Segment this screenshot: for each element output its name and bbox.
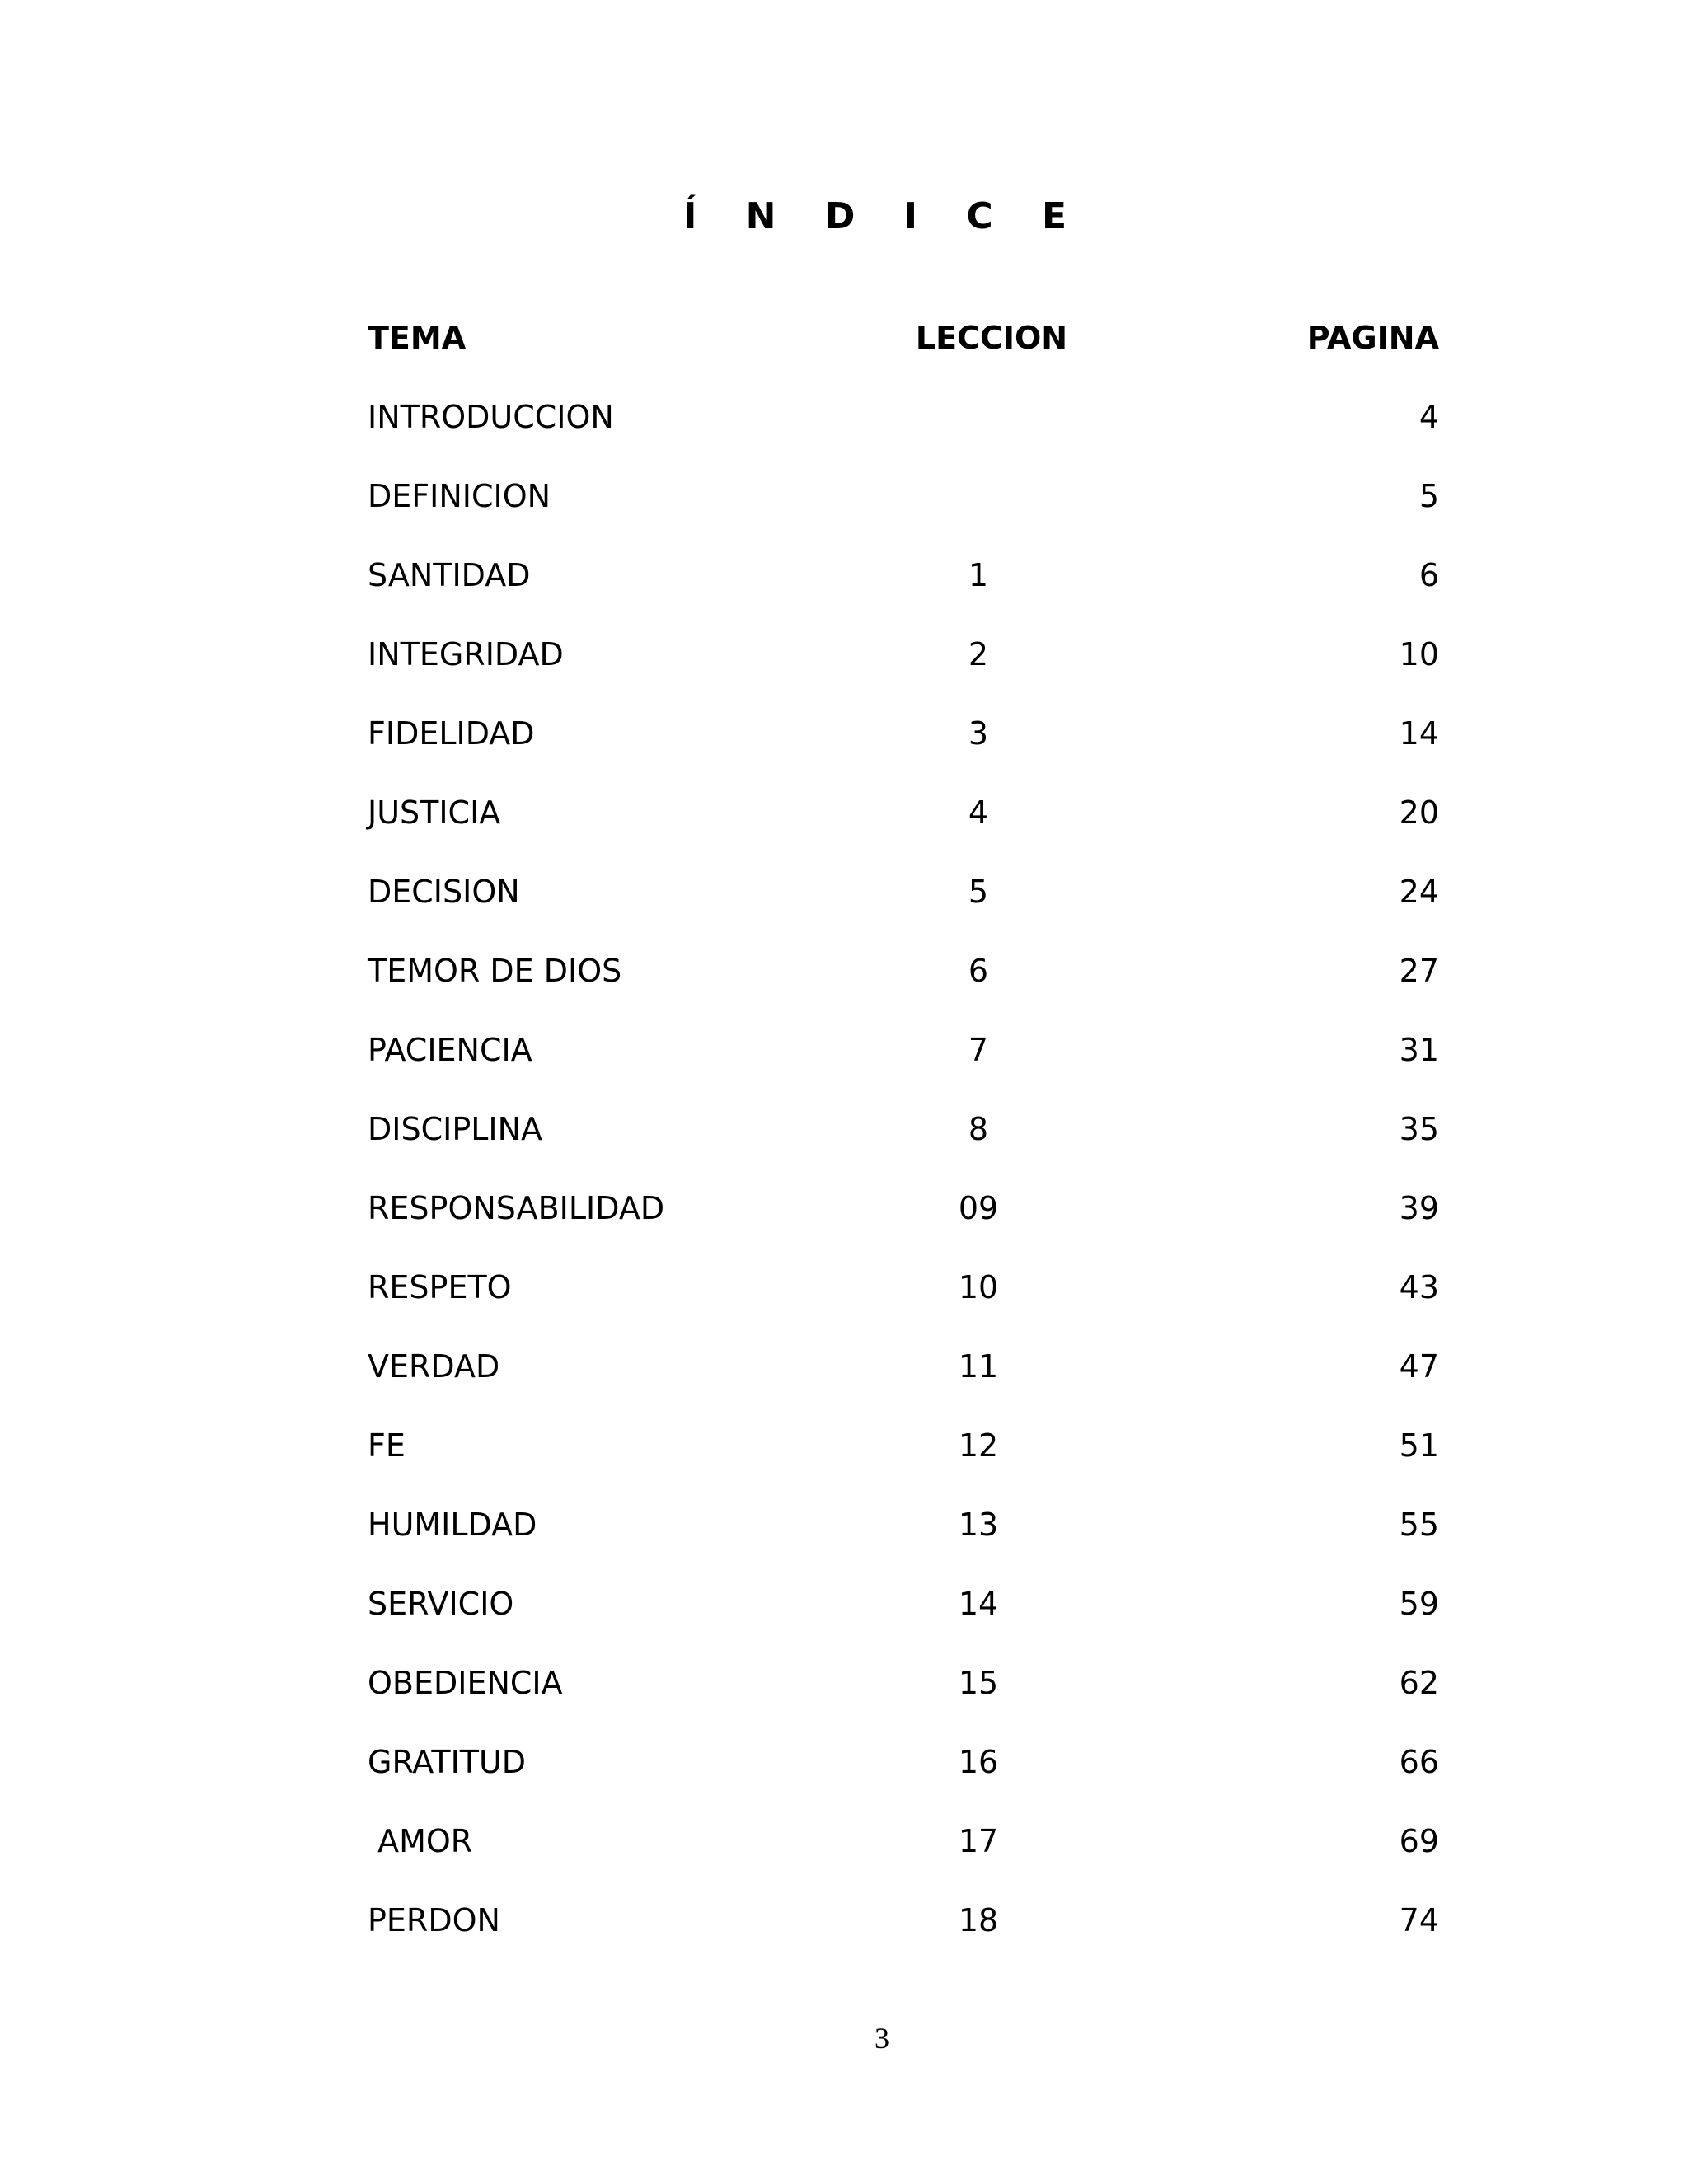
toc-row (0, 471, 1688, 521)
toc-pagina: 35 (1399, 1111, 1439, 1147)
toc-pagina: 31 (1399, 1032, 1439, 1068)
toc-pagina: 69 (1399, 1823, 1439, 1859)
toc-pagina: 4 (1418, 399, 1439, 435)
toc-pagina: 5 (1418, 478, 1439, 514)
toc-pagina: 47 (1399, 1348, 1439, 1385)
toc-tema: PACIENCIA (368, 1032, 532, 1068)
toc-leccion: 17 (958, 1823, 999, 1859)
page-number: 3 (874, 2022, 889, 2055)
toc-tema: TEMOR DE DIOS (368, 953, 622, 989)
toc-pagina: 74 (1399, 1902, 1439, 1938)
header-pagina: PAGINA (1306, 320, 1439, 356)
toc-leccion: 16 (958, 1744, 999, 1780)
header-tema: TEMA (368, 320, 467, 356)
toc-row (0, 1896, 1688, 1945)
toc-pagina: 59 (1399, 1586, 1439, 1622)
toc-pagina: 55 (1399, 1507, 1439, 1543)
toc-tema: PERDON (368, 1902, 500, 1938)
toc-row (0, 1025, 1688, 1075)
toc-row (0, 1342, 1688, 1391)
toc-leccion: 3 (968, 715, 989, 752)
toc-leccion: 6 (968, 953, 989, 989)
toc-leccion: 15 (958, 1665, 999, 1701)
toc-tema: SERVICIO (368, 1586, 514, 1622)
toc-tema: VERDAD (368, 1348, 500, 1385)
toc-leccion: 4 (968, 794, 989, 831)
toc-tema: JUSTICIA (368, 794, 501, 831)
toc-tema: RESPETO (368, 1269, 512, 1305)
toc-pagina: 27 (1399, 953, 1439, 989)
toc-pagina: 20 (1399, 794, 1439, 831)
toc-row (0, 788, 1688, 837)
toc-leccion: 1 (968, 557, 989, 593)
header-leccion: LECCION (915, 320, 1068, 356)
toc-leccion: 5 (968, 874, 989, 910)
toc-leccion: 7 (968, 1032, 989, 1068)
toc-tema: DISCIPLINA (368, 1111, 543, 1147)
toc-tema: DEFINICION (368, 478, 551, 514)
toc-row (0, 630, 1688, 679)
toc-tema: OBEDIENCIA (368, 1665, 563, 1701)
toc-tema: INTEGRIDAD (368, 636, 564, 673)
toc-pagina: 39 (1399, 1190, 1439, 1226)
toc-row (0, 1658, 1688, 1708)
toc-pagina: 10 (1399, 636, 1439, 673)
toc-header-row (0, 313, 1688, 363)
toc-row (0, 551, 1688, 600)
toc-tema: RESPONSABILIDAD (368, 1190, 665, 1226)
toc-row (0, 1579, 1688, 1629)
toc-row (0, 1104, 1688, 1154)
toc-tema: SANTIDAD (368, 557, 531, 593)
toc-tema: HUMILDAD (368, 1507, 537, 1543)
toc-row (0, 1183, 1688, 1233)
toc-row (0, 709, 1688, 758)
toc-leccion: 8 (968, 1111, 989, 1147)
page-title: Í N D I C E (682, 195, 1085, 237)
toc-tema: INTRODUCCION (368, 399, 614, 435)
toc-row (0, 1500, 1688, 1549)
toc-pagina: 43 (1399, 1269, 1439, 1305)
toc-pagina: 51 (1399, 1427, 1439, 1464)
toc-leccion: 10 (958, 1269, 999, 1305)
toc-pagina: 24 (1399, 874, 1439, 910)
toc-row (0, 946, 1688, 996)
toc-leccion: 12 (958, 1427, 999, 1464)
toc-row (0, 392, 1688, 442)
toc-pagina: 66 (1399, 1744, 1439, 1780)
toc-leccion: 14 (958, 1586, 999, 1622)
toc-tema: FE (368, 1427, 406, 1464)
toc-pagina: 6 (1418, 557, 1439, 593)
toc-leccion: 18 (958, 1902, 999, 1938)
toc-tema: DECISION (368, 874, 520, 910)
toc-leccion: 13 (958, 1507, 999, 1543)
toc-tema: GRATITUD (368, 1744, 527, 1780)
toc-row (0, 867, 1688, 916)
toc-row (0, 1421, 1688, 1470)
toc-tema: FIDELIDAD (368, 715, 535, 752)
toc-leccion: 09 (958, 1190, 999, 1226)
toc-row (0, 1263, 1688, 1312)
toc-tema: AMOR (368, 1823, 473, 1859)
toc-leccion: 2 (968, 636, 989, 673)
toc-row (0, 1816, 1688, 1866)
toc-leccion: 11 (958, 1348, 999, 1385)
toc-pagina: 14 (1399, 715, 1439, 752)
toc-row (0, 1737, 1688, 1787)
toc-pagina: 62 (1399, 1665, 1439, 1701)
